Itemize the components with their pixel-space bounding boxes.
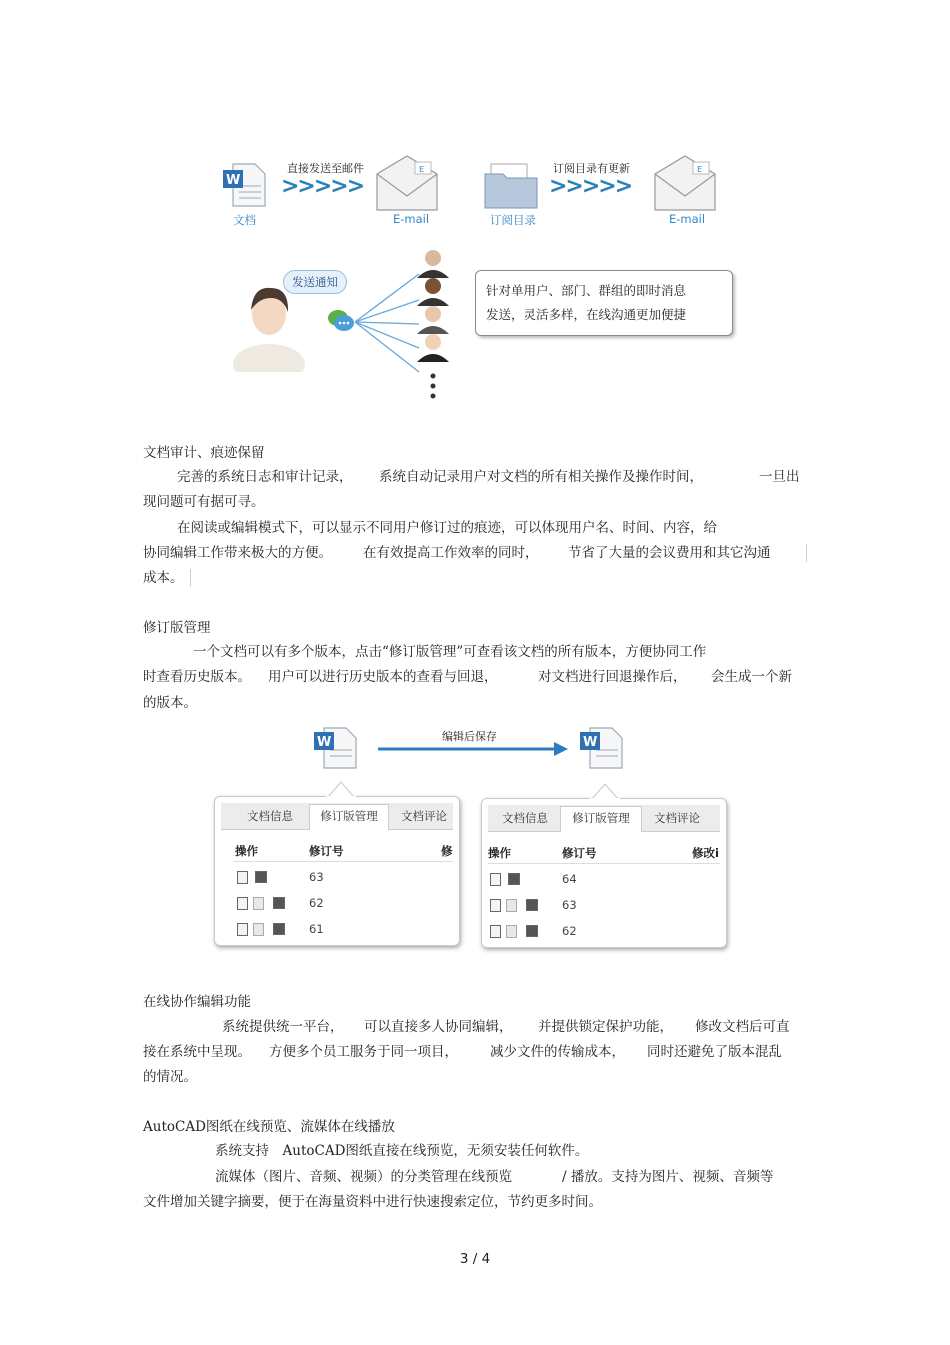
col-header-revision: 修订号 xyxy=(309,844,344,858)
tab-doc-info[interactable]: 文档信息 xyxy=(247,809,293,823)
save-arrow-label: 编辑后保存 xyxy=(442,730,497,743)
online-edit-text: 的情况。 xyxy=(143,1069,197,1085)
online-edit-text: 修改文档后可直 xyxy=(695,1019,790,1035)
word-document-icon xyxy=(578,726,626,770)
audit-text: 一旦出 xyxy=(759,469,800,485)
notification-figure xyxy=(215,140,735,408)
revision-number: 64 xyxy=(562,872,577,886)
panel-pointer xyxy=(326,780,356,798)
restore-icon[interactable] xyxy=(506,925,517,938)
revision-heading: 修订版管理 xyxy=(143,620,211,636)
col-header-action: 操作 xyxy=(235,844,258,858)
autocad-text: 系统支持 AutoCAD图纸直接在线预览，无须安装任何软件。 xyxy=(215,1143,589,1159)
page-number: 3 / 4 xyxy=(459,1251,491,1267)
svg-text:E: E xyxy=(697,165,703,174)
tab-doc-info[interactable]: 文档信息 xyxy=(502,811,548,825)
audit-text: 完善的系统日志和审计记录， xyxy=(177,469,353,485)
save-arrow xyxy=(376,740,570,758)
restore-icon[interactable] xyxy=(253,897,264,910)
autocad-text: 文件增加关键字摘要，便于在海量资料中进行快速搜索定位，节约更多时间。 xyxy=(143,1194,602,1210)
audit-heading: 文档审计、痕迹保留 xyxy=(143,445,265,461)
revision-number: 62 xyxy=(562,924,577,938)
bubble-line-2: 发送，灵活多样，在线沟通更加便捷 xyxy=(486,307,687,322)
revision-number: 62 xyxy=(309,896,324,910)
revision-text: 一个文档可以有多个版本，点击“修订版管理”可查看该文档的所有版本，方便协同工作 xyxy=(193,644,707,660)
restore-icon[interactable] xyxy=(506,899,517,912)
svg-text:W: W xyxy=(317,735,332,750)
message-bubble xyxy=(475,270,733,336)
margin-mark xyxy=(806,544,807,562)
tab-doc-comments[interactable]: 文档评论 xyxy=(401,809,447,823)
save-icon[interactable] xyxy=(526,925,538,937)
audit-text: 在阅读或编辑模式下，可以显示不同用户修订过的痕迹，可以体现用户名、时间、内容，给 xyxy=(177,520,717,536)
recipient-users-icon xyxy=(413,242,455,402)
tab-doc-comments[interactable]: 文档评论 xyxy=(654,811,700,825)
revision-number: 63 xyxy=(309,870,324,884)
revision-number: 63 xyxy=(562,898,577,912)
revision-text: 对文档进行回退操作后， xyxy=(538,669,687,685)
save-icon[interactable] xyxy=(255,871,267,883)
online-edit-text: 接在系统中呈现。 xyxy=(143,1044,251,1060)
col-header-revision: 修订号 xyxy=(562,846,597,860)
email-envelope-icon xyxy=(649,152,721,214)
word-document-icon xyxy=(221,162,267,208)
col-header-modified: 修 xyxy=(441,844,453,858)
arrow1-label: 直接发送至邮件 xyxy=(287,162,364,175)
panel-pointer xyxy=(590,782,620,800)
tab-revision-management[interactable]: 修订版管理 xyxy=(309,804,389,830)
save-icon[interactable] xyxy=(526,899,538,911)
col-header-modified: 修改i xyxy=(692,846,719,860)
audit-text: 现问题可有据可寻。 xyxy=(143,494,265,510)
margin-mark xyxy=(190,569,191,587)
revision-number: 61 xyxy=(309,922,324,936)
subscription-folder-icon xyxy=(483,162,539,210)
view-icon[interactable] xyxy=(490,899,501,912)
audit-text: 成本。 xyxy=(143,570,184,586)
autocad-text: 流媒体（图片、音频、视频）的分类管理在线预览 xyxy=(215,1169,512,1185)
doc-label: 文档 xyxy=(233,213,256,227)
col-header-action: 操作 xyxy=(488,846,511,860)
revision-panel-after xyxy=(481,798,727,948)
arrow1-chevrons: >>>>> xyxy=(281,174,364,199)
autocad-text: / 播放。支持为图片、视频、音频等 xyxy=(562,1169,774,1185)
bubble-line-1: 针对单用户、部门、群组的即时消息 xyxy=(486,283,687,298)
revision-panel-before xyxy=(214,796,460,946)
audit-text: 协同编辑工作带来极大的方便。 xyxy=(143,545,332,561)
email2-label: E-mail xyxy=(669,212,706,226)
autocad-heading: AutoCAD图纸在线预览、流媒体在线播放 xyxy=(143,1119,395,1135)
online-edit-text: 系统提供统一平台， xyxy=(222,1019,344,1035)
notify-cloud: 发送通知 xyxy=(283,270,347,294)
revision-text: 时查看历史版本。 xyxy=(143,669,251,685)
word-document-icon xyxy=(312,726,360,770)
audit-text: 在有效提高工作效率的同时， xyxy=(363,545,539,561)
view-icon[interactable] xyxy=(490,873,501,886)
folder-label: 订阅目录 xyxy=(490,213,536,227)
chat-bubble-icon xyxy=(327,308,355,334)
tab-revision-management[interactable]: 修订版管理 xyxy=(560,806,642,832)
svg-text:W: W xyxy=(226,173,241,188)
svg-text:W: W xyxy=(583,735,598,750)
online-edit-heading: 在线协作编辑功能 xyxy=(143,994,251,1010)
save-icon[interactable] xyxy=(273,923,285,935)
online-edit-text: 可以直接多人协同编辑， xyxy=(364,1019,513,1035)
revision-text: 的版本。 xyxy=(143,695,197,711)
audit-text: 节省了大量的会议费用和其它沟通 xyxy=(568,545,771,561)
email-envelope-icon xyxy=(371,152,443,214)
save-icon[interactable] xyxy=(508,873,520,885)
online-edit-text: 同时还避免了版本混乱 xyxy=(647,1044,782,1060)
online-edit-text: 并提供锁定保护功能， xyxy=(538,1019,673,1035)
restore-icon[interactable] xyxy=(253,923,264,936)
view-icon[interactable] xyxy=(237,871,248,884)
revision-text: 用户可以进行历史版本的查看与回退， xyxy=(268,669,498,685)
online-edit-text: 方便多个员工服务于同一项目， xyxy=(269,1044,458,1060)
audit-text: 系统自动记录用户对文档的所有相关操作及操作时间， xyxy=(379,469,703,485)
arrow2-chevrons: >>>>> xyxy=(549,174,632,199)
svg-text:E: E xyxy=(419,165,425,174)
online-edit-text: 减少文件的传输成本， xyxy=(490,1044,625,1060)
arrow2-label: 订阅目录有更新 xyxy=(553,162,630,175)
save-icon[interactable] xyxy=(273,897,285,909)
revision-text: 会生成一个新 xyxy=(711,669,792,685)
view-icon[interactable] xyxy=(237,897,248,910)
view-icon[interactable] xyxy=(490,925,501,938)
email-label: E-mail xyxy=(393,212,430,226)
view-icon[interactable] xyxy=(237,923,248,936)
